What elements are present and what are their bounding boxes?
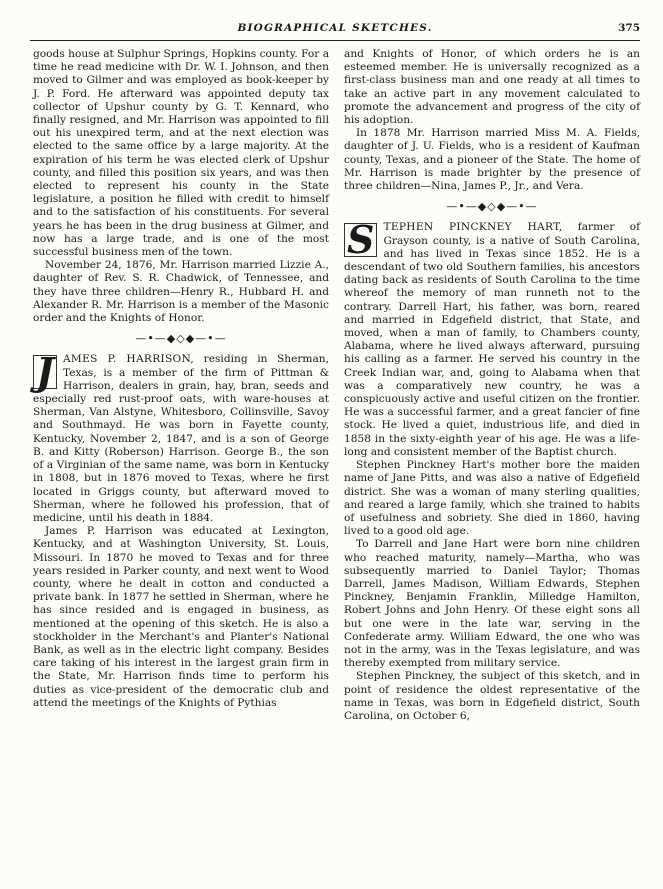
- drop-cap: S: [344, 223, 377, 257]
- paragraph: and Knights of Honor, of which orders he is an esteemed member. He is universally recognized as a first-class business man and one ready at all times to take an active part in any movement calculated to promote the advancement and progress of the city of his adoption.: [344, 48, 640, 127]
- paragraph-text: residing in Sherman, Texas, is a member of the firm of Pittman & Harrison, dealers in grain, hay, bran, seeds and especially red rust-proof oats, with ware-houses at Sherman, Van Alstyne, Whitesboro, Collinsville, Savoy and Southmayd. He was born in Fayette county, Kentucky, November 2, 1847, and is a son of George B. and Kitty (Roberson) Harrison. George B., the son of a Virginian of the same name, was born in Kentucky in 1808, but in 1876 moved to Texas, where he first located in Griggs county, but afterward moved to Sherman, where he followed his profession, that of medicine, until his death in 1884.: [33, 353, 329, 524]
- paragraph: goods house at Sulphur Springs, Hopkins county. For a time he read medicine with Dr. W. I. Johnson, and then moved to Gilmer and was employed as book-keeper by J. P. Ford. He afterward was appointed deputy tax collector of Upshur county by G. T. Kennard, who finally resigned, and Mr. Harrison was appointed to fill out his unexpired term, and at the next election was elected to the same office by a large majority. At the expiration of his term he was elected clerk of Upshur county, and filled this position six years, and was then elected to represent his county in the State legislature, a position he filled with credit to himself and to the satisfaction of his constituents. For several years he has been in the drug business at Gilmer, and now has a large trade, and is one of the most successful business men of the town.: [33, 48, 330, 259]
- paragraph: Stephen Pinckney, the subject of this sketch, and in point of residence the oldest representative of the name in Texas, was born in Edgefield district, South Carolina, on October 6,: [344, 670, 640, 722]
- section-ornament: —•—◆◇◆—•—: [446, 200, 538, 214]
- paragraph: Stephen Pinckney Hart's mother bore the maiden name of Jane Pitts, and was also a native of Edgefield district. She was a woman of many sterling qualities, and reared a large family, which she trained to habits of usefulness and sobriety. She died in 1860, having lived to a good old age.: [344, 459, 640, 538]
- paragraph: November 24, 1876, Mr. Harrison married Lizzie A., daughter of Rev. S. R. Chadwick, of Tennessee, and they have three children—Henry R., Hubbard H. and Alexander R. Mr. Harrison is a member of the Masonic order and the Knights of Honor.: [33, 259, 329, 325]
- header-rule: [30, 40, 640, 41]
- sketch-opening-harrison: [33, 349, 329, 525]
- right-column: [344, 48, 640, 723]
- page-header: [30, 22, 640, 38]
- paragraph-text: farmer of Grayson county, is a native of South Carolina, and has lived in Texas since 1852. He is a descendant of two old Southern families, his ancestors dating back as residents of South Carolina to the time whereof the memory of man runneth not to the contrary. Darrell Hart, his father, was born, reared and married in Edgefield district, that State, and moved, when a man of family, to Chambers county, Alabama, where he lived always afterward, pursuing his calling as a farmer. He served his country in the Creek Indian war, and, going to Alabama when that was a comparatively new country, he was a conspicuously active and useful citizen on the frontier. He was a successful farmer, and a great fancier of fine stock. He lived a quiet, industrious life, and died in 1858 in the sixty-eighth year of his age. He was a life-long and consistent member of the Baptist church.: [344, 221, 640, 458]
- sketch-subject-name: AMES P. HARRISON,: [62, 353, 195, 366]
- left-column: [33, 48, 329, 710]
- running-title: BIOGRAPHICAL SKETCHES.: [237, 22, 433, 34]
- paragraph: James P. Harrison was educated at Lexington, Kentucky, and at Washington University, St. Louis, Missouri. In 1870 he moved to Texas and for three years resided in Parker county, and next went to Wood county, where he dealt in cotton and conducted a private bank. In 1877 he settled in Sherman, where he has since resided and is engaged in business, as mentioned at the opening of this sketch. He is also a stockholder in the Merchant's and Planter's National Bank, as well as in the electric light company. Besides care taking of his interest in the largest grain firm in the State, Mr. Harrison finds time to perform his duties as vice-president of the democratic club and attend the meetings of the Knights of Pythias: [33, 525, 329, 709]
- sketch-subject-name: TEPHEN PINCKNEY HART,: [383, 221, 563, 234]
- paragraph: In 1878 Mr. Harrison married Miss M. A. Fields, daughter of J. U. Fields, who is a resident of Kaufman county, Texas, and a pioneer of the State. The home of Mr. Harrison is made brighter by the presence of three children—Nina, James P., Jr., and Vera.: [344, 127, 640, 193]
- paragraph: To Darrell and Jane Hart were born nine children who reached maturity, namely—Martha, who was subsequently married to Daniel Taylor; Thomas Darrell, James Madison, William Edwards, Stephen Pinckney, Benjamin Franklin, Milledge Hamilton, Robert Johns and John Henry. Of these eight sons all but one were in the late war, serving in the Confederate army. William Edward, the one who was not in the army, was in the Texas legislature, and was thereby exempted from military service.: [344, 538, 640, 670]
- drop-cap: J: [33, 355, 57, 389]
- section-ornament: —•—◆◇◆—•—: [135, 332, 227, 346]
- sketch-opening-hart: [344, 217, 640, 459]
- page-number: 375: [618, 22, 640, 34]
